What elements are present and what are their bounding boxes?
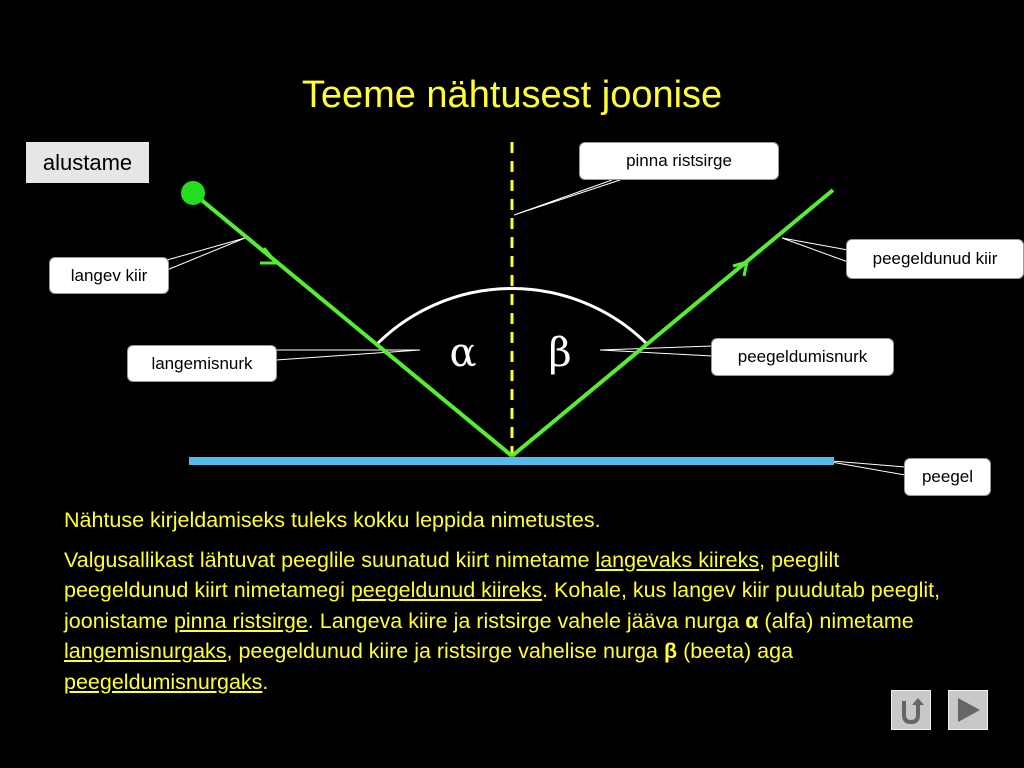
term-reflected-ray: peegeldunud kiireks: [350, 578, 543, 602]
text-fragment: , peegeldunud kiire ja ristsirge vahelise nurga: [226, 639, 664, 663]
beta-bold: β: [663, 639, 678, 663]
text-fragment: (alfa) nimetame: [758, 608, 914, 633]
term-normal: pinna ristsirge: [173, 608, 308, 633]
term-incidence-angle: langemisnurgaks: [64, 639, 227, 663]
play-triangle-icon: [949, 691, 987, 729]
incident-ray: [193, 193, 512, 456]
return-button[interactable]: [891, 690, 931, 730]
leader-reflected: [782, 238, 848, 262]
leader-incident: [167, 238, 245, 270]
callout-incidence-angle: langemisnurk: [127, 345, 277, 382]
return-arrow-icon: [892, 691, 930, 729]
reflected-ray: [512, 190, 833, 456]
alpha-symbol: α: [449, 330, 477, 376]
text-fragment: , peeglilt peegeldunud kiirt nimetamegi: [64, 547, 840, 602]
text-fragment: (beeta) aga: [677, 639, 794, 663]
description-body: [64, 545, 960, 698]
callout-reflected-ray: peegeldunud kiir: [846, 239, 1024, 279]
leader-normal: [514, 180, 620, 215]
leader-reflection-angle: [600, 346, 712, 356]
text-fragment: .: [262, 669, 269, 694]
term-reflection-angle: peegeldumisnurgaks: [64, 669, 263, 694]
callout-normal: pinna ristsirge: [579, 142, 779, 180]
callout-mirror: peegel: [904, 458, 991, 496]
slide-title: Teeme nähtusest joonise: [301, 74, 723, 116]
callout-reflection-angle: peegeldumisnurk: [711, 338, 894, 376]
leader-incidence-angle: [276, 350, 420, 360]
term-incident-ray: langevaks kiireks: [595, 547, 760, 572]
text-fragment: . Langeva kiire ja ristsirge vahele jääva nurga: [307, 608, 746, 633]
light-source-dot: [181, 181, 205, 205]
text-fragment: . Kohale, kus langev kiir puudutab peeglit, joonistame: [64, 578, 941, 633]
description-intro: Nähtuse kirjeldamiseks tuleks kokku leppida nimetustes.: [64, 508, 601, 532]
alpha-bold: α: [745, 608, 759, 633]
description-text: [64, 505, 960, 706]
text-fragment: Valgusallikast lähtuvat peeglile suunatud kiirt nimetame: [64, 547, 596, 572]
next-button[interactable]: [948, 690, 988, 730]
beta-symbol: β: [548, 330, 572, 376]
start-button[interactable]: alustame: [26, 142, 149, 183]
callout-incident-ray: langev kiir: [49, 257, 169, 294]
